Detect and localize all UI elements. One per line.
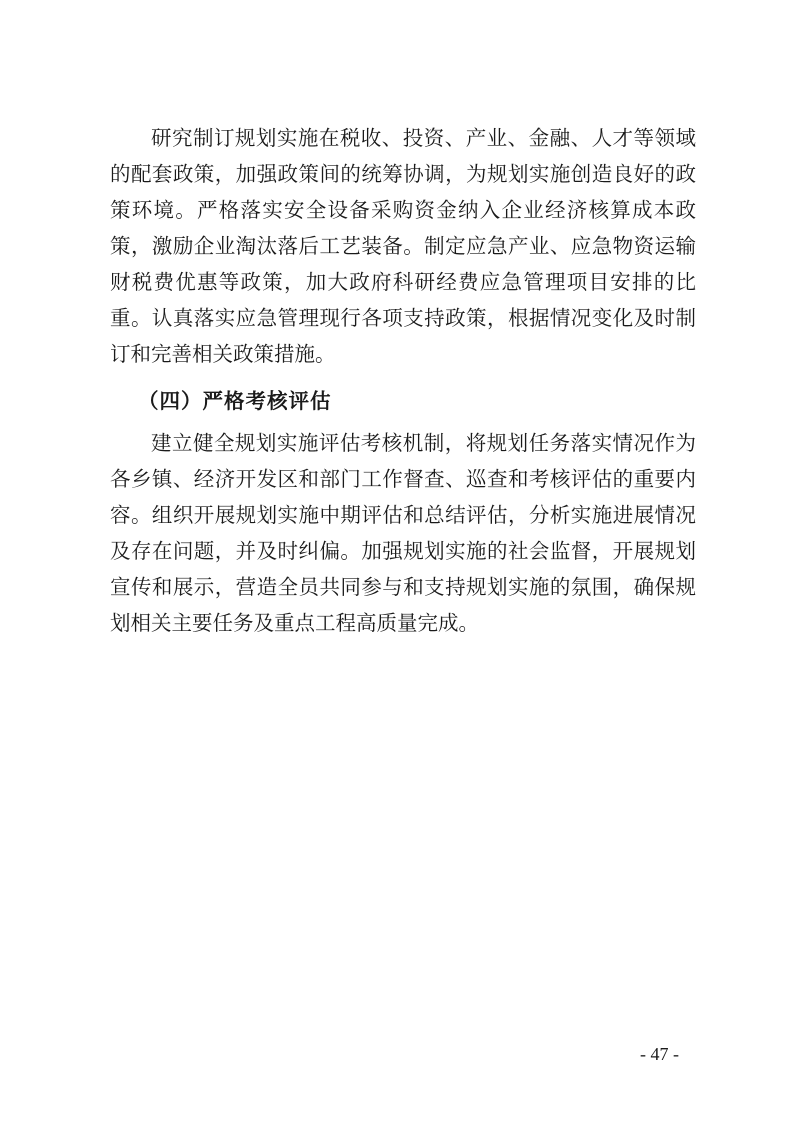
page-number: - 47 - — [640, 1044, 679, 1064]
paragraph-line: 划相关主要任务及重点工程高质量完成。 — [110, 611, 479, 635]
paragraph-line: 策环境。严格落实安全设备采购资金纳入企业经济核算成本政 — [110, 198, 696, 222]
paragraph-line: 各乡镇、经济开发区和部门工作督查、巡查和考核评估的重要内 — [110, 467, 696, 491]
paragraph-line: 的配套政策，加强政策间的统筹协调，为规划实施创造良好的政 — [110, 162, 696, 186]
paragraph-line: 重。认真落实应急管理现行各项支持政策，根据情况变化及时制 — [110, 306, 696, 330]
paragraph-line: 财税费优惠等政策，加大政府科研经费应急管理项目安排的比 — [110, 270, 696, 294]
paragraph-line: 订和完善相关政策措施。 — [110, 342, 336, 366]
paragraph-line: 及存在问题，并及时纠偏。加强规划实施的社会监督，开展规划 — [110, 539, 696, 563]
paragraph-line: 策，激励企业淘汰落后工艺装备。制定应急产业、应急物资运输 — [110, 234, 696, 258]
paragraph-line: 宣传和展示，营造全员共同参与和支持规划实施的氛围，确保规 — [110, 575, 696, 599]
section-heading: （四）严格考核评估 — [138, 389, 332, 413]
paragraph-line: 建立健全规划实施评估考核机制，将规划任务落实情况作为 — [151, 431, 696, 455]
paragraph-line: 容。组织开展规划实施中期评估和总结评估，分析实施进展情况 — [110, 503, 696, 527]
paragraph-line: 研究制订规划实施在税收、投资、产业、金融、人才等领域 — [151, 126, 696, 150]
